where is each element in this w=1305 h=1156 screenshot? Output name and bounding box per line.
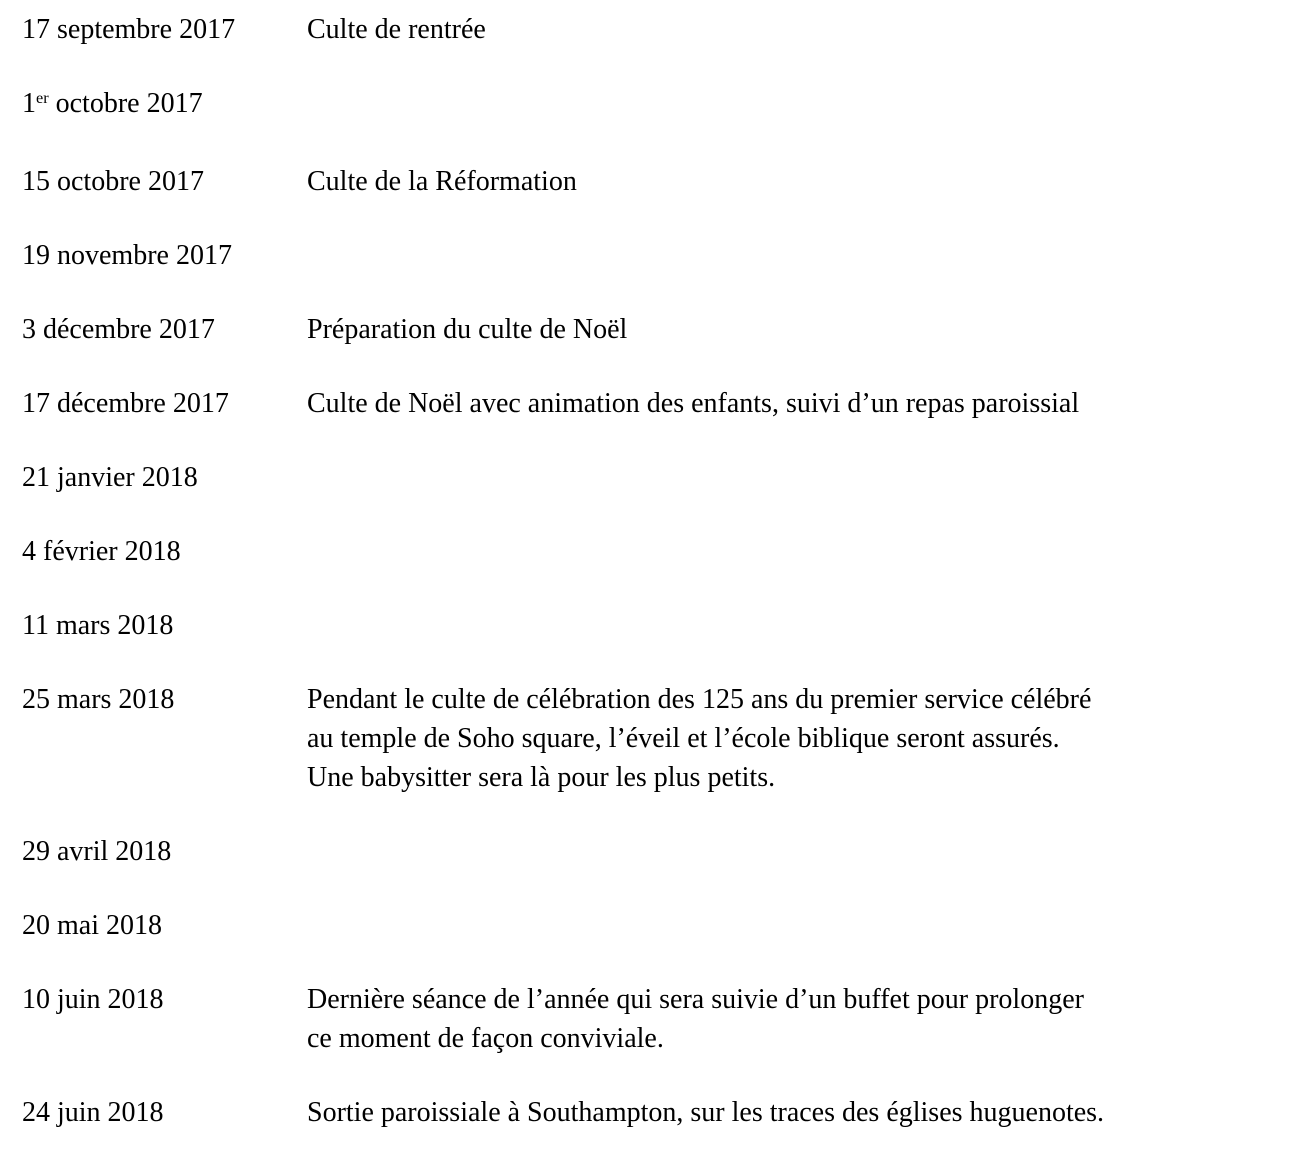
date-rest: octobre 2017 xyxy=(48,88,203,119)
entry-date xyxy=(22,84,307,127)
entry-date: 17 septembre 2017 xyxy=(22,14,236,45)
entry-description-line: Dernière séance de l’année qui sera suivie d’un buffet pour prolonger xyxy=(307,984,1084,1015)
schedule-entry xyxy=(22,832,1305,871)
entry-date: 17 décembre 2017 xyxy=(22,388,229,419)
entry-date: 3 décembre 2017 xyxy=(22,314,215,345)
entry-date: 15 octobre 2017 xyxy=(22,166,204,197)
entry-description xyxy=(307,10,1305,49)
entry-description-line: ce moment de façon conviviale. xyxy=(307,1023,664,1054)
entry-description-line: Culte de la Réformation xyxy=(307,166,577,197)
entry-description-line: Culte de Noël avec animation des enfants, suivi d’un repas paroissial xyxy=(307,388,1080,419)
date-number: 1 xyxy=(22,88,36,119)
ordinal-superscript: er xyxy=(36,89,49,108)
entry-description-line: Préparation du culte de Noël xyxy=(307,314,628,345)
entry-description-line: Culte de rentrée xyxy=(307,14,486,45)
schedule-entry xyxy=(22,606,1305,645)
entry-date: 19 novembre 2017 xyxy=(22,240,232,271)
schedule-entry xyxy=(22,10,1305,49)
entry-date: 25 mars 2018 xyxy=(22,684,175,715)
entry-date: 10 juin 2018 xyxy=(22,984,164,1015)
schedule-entry xyxy=(22,236,1305,275)
entry-description xyxy=(307,980,1305,1058)
entry-date: 4 février 2018 xyxy=(22,536,181,567)
entry-date: 11 mars 2018 xyxy=(22,610,174,641)
entry-description xyxy=(307,1093,1305,1132)
entry-date: 29 avril 2018 xyxy=(22,836,172,867)
entry-description-line: Une babysitter sera là pour les plus petits. xyxy=(307,762,776,793)
entry-description xyxy=(307,384,1305,423)
entry-description-line: Pendant le culte de célébration des 125 ans du premier service célébré xyxy=(307,684,1092,715)
schedule-entry xyxy=(22,906,1305,945)
entry-date: 21 janvier 2018 xyxy=(22,462,198,493)
entry-description xyxy=(307,162,1305,201)
entry-description xyxy=(307,680,1305,797)
schedule-entry xyxy=(22,310,1305,349)
schedule-entry xyxy=(22,84,1305,127)
entry-date: 24 juin 2018 xyxy=(22,1097,164,1128)
schedule-entry xyxy=(22,532,1305,571)
entry-description xyxy=(307,310,1305,349)
schedule-entry xyxy=(22,980,1305,1058)
schedule-entry xyxy=(22,1093,1305,1132)
schedule-entry xyxy=(22,680,1305,797)
entry-description-line: Sortie paroissiale à Southampton, sur les traces des églises huguenotes. xyxy=(307,1097,1105,1128)
schedule-entry xyxy=(22,458,1305,497)
entry-date: 20 mai 2018 xyxy=(22,910,162,941)
entry-description-line: au temple de Soho square, l’éveil et l’école biblique seront assurés. xyxy=(307,723,1060,754)
schedule-entry xyxy=(22,162,1305,201)
schedule-entry xyxy=(22,384,1305,423)
